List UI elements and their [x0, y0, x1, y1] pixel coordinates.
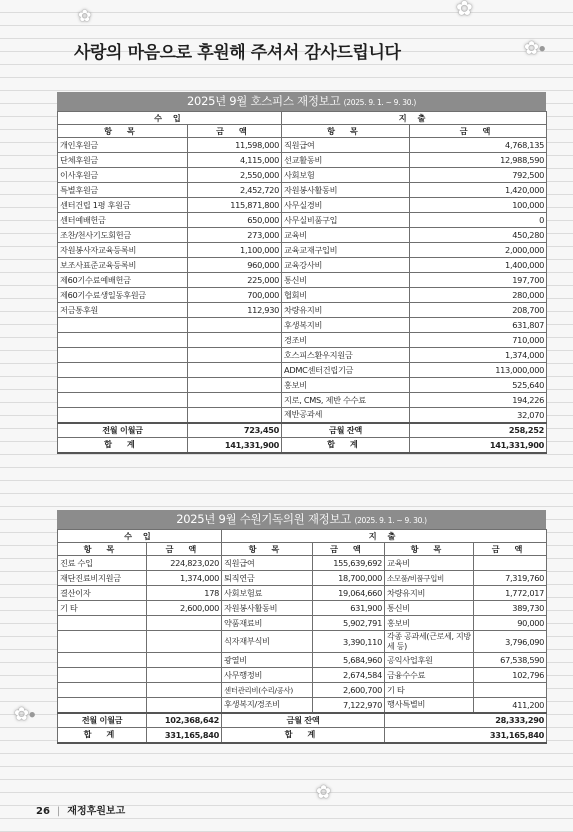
hospice-table-body — [58, 138, 547, 423]
expense-amount: 5,684,960 — [313, 653, 385, 668]
income-item: 결산이자 — [58, 586, 147, 601]
income-item: 보조사표준교육등록비 — [58, 258, 188, 273]
expense-item: 호스피스환우지원금 — [282, 348, 410, 363]
expense-item: 공익사업후원 — [385, 653, 474, 668]
table-row — [58, 183, 547, 198]
expense-item: 소모품/비품구입비 — [385, 571, 474, 586]
month-balance-amount: 28,333,290 — [385, 713, 547, 728]
expense-item: 자원봉사활동비 — [282, 183, 410, 198]
income-amount: 2,550,000 — [188, 168, 282, 183]
income-item — [58, 393, 188, 408]
table-row — [58, 318, 547, 333]
table-row — [58, 683, 547, 698]
expense-item: 교육비 — [282, 228, 410, 243]
expense-amount: 1,400,000 — [410, 258, 547, 273]
income-item: 기 타 — [58, 601, 147, 616]
income-item — [58, 408, 188, 423]
income-amount: 650,000 — [188, 213, 282, 228]
expense-amount: 450,280 — [410, 228, 547, 243]
expense-item: 사회보험 — [282, 168, 410, 183]
expense-amount: 1,374,000 — [410, 348, 547, 363]
table-row — [58, 571, 547, 586]
section-name: 재정후원보고 — [67, 806, 126, 817]
table-row — [58, 378, 547, 393]
income-item: 개인후원금 — [58, 138, 188, 153]
expense-amount: 389,730 — [474, 601, 547, 616]
expense-amount: 155,639,692 — [313, 556, 385, 571]
expense-amount: 0 — [410, 213, 547, 228]
table-row — [58, 698, 547, 713]
income-amount: 273,000 — [188, 228, 282, 243]
expense-item: 기 타 — [385, 683, 474, 698]
income-amount — [188, 363, 282, 378]
income-item: 조찬/천사기도회헌금 — [58, 228, 188, 243]
table-row — [58, 616, 547, 631]
income-amount: 11,598,000 — [188, 138, 282, 153]
expense-item: 선교활동비 — [282, 153, 410, 168]
expense-item: 지로, CMS, 제반 수수료 — [282, 393, 410, 408]
income-item — [58, 378, 188, 393]
table-row — [58, 243, 547, 258]
expense-amount: 792,500 — [410, 168, 547, 183]
total-row — [58, 438, 547, 453]
income-item: 제60기수료예배헌금 — [58, 273, 188, 288]
page-number: 26 — [36, 806, 50, 817]
expense-amount: 710,000 — [410, 333, 547, 348]
expense-amount: 411,200 — [474, 698, 547, 713]
prev-month-label: 전월 이월금 — [58, 423, 188, 438]
income-item — [58, 631, 147, 653]
income-amount — [147, 683, 222, 698]
table-row — [58, 601, 547, 616]
income-item: 센터예배헌금 — [58, 213, 188, 228]
month-balance-amount: 258,252 — [410, 423, 547, 438]
income-amount — [147, 698, 222, 713]
col-amount-header: 금 액 — [474, 543, 547, 556]
expense-item: 경조비 — [282, 333, 410, 348]
income-amount: 2,600,000 — [147, 601, 222, 616]
page-title: 사랑의 마음으로 후원해 주셔서 감사드립니다 — [74, 43, 401, 63]
income-amount — [188, 348, 282, 363]
expense-amount: 18,700,000 — [313, 571, 385, 586]
total-label: 합 계 — [222, 728, 385, 743]
carryover-row — [58, 423, 547, 438]
flower-icon: ✿ — [316, 782, 332, 803]
income-amount — [188, 318, 282, 333]
table-row — [58, 273, 547, 288]
expense-item: 홍보비 — [385, 616, 474, 631]
income-item: 단체후원금 — [58, 153, 188, 168]
col-item-header: 항 목 — [58, 125, 188, 138]
expense-header: 지 출 — [282, 112, 547, 125]
clinic-table — [57, 529, 547, 744]
expense-amount: 2,000,000 — [410, 243, 547, 258]
expense-item: 사무실비품구입 — [282, 213, 410, 228]
expense-amount: 280,000 — [410, 288, 547, 303]
expense-amount: 32,070 — [410, 408, 547, 423]
income-item — [58, 318, 188, 333]
table-row — [58, 363, 547, 378]
expense-amount: 208,700 — [410, 303, 547, 318]
expense-item: 협회비 — [282, 288, 410, 303]
expense-amount: 1,772,017 — [474, 586, 547, 601]
table-row — [58, 303, 547, 318]
income-amount: 1,374,000 — [147, 571, 222, 586]
total-row — [58, 728, 547, 743]
income-amount: 115,871,800 — [188, 198, 282, 213]
income-item — [58, 698, 147, 713]
expense-amount: 19,064,660 — [313, 586, 385, 601]
expense-item: 제반공과세 — [282, 408, 410, 423]
report-title — [57, 510, 546, 529]
income-item — [58, 363, 188, 378]
report-period: (2025. 9. 1. ~ 9. 30.) — [343, 98, 416, 107]
income-amount: 178 — [147, 586, 222, 601]
col-item-header: 항 목 — [222, 543, 313, 556]
expense-amount: 102,796 — [474, 668, 547, 683]
table-row — [58, 348, 547, 363]
table-row — [58, 586, 547, 601]
expense-item: 사회보험료 — [222, 586, 313, 601]
report-title-text: 2025년 9월 호스피스 재정보고 — [187, 94, 341, 108]
income-amount: 112,930 — [188, 303, 282, 318]
flower-icon: ✿ — [78, 6, 92, 25]
expense-item: 직원급여 — [282, 138, 410, 153]
expense-item: 행사특별비 — [385, 698, 474, 713]
expense-item: 퇴직연금 — [222, 571, 313, 586]
expense-item: 홍보비 — [282, 378, 410, 393]
report-period: (2025. 9. 1. ~ 9. 30.) — [354, 516, 427, 525]
expense-item: 교육강사비 — [282, 258, 410, 273]
income-item — [58, 653, 147, 668]
expense-item: 후생복지비 — [282, 318, 410, 333]
income-amount: 4,115,000 — [188, 153, 282, 168]
carryover-row — [58, 713, 547, 728]
expense-item: ADMC센터건립기금 — [282, 363, 410, 378]
income-item: 센터건립 1평 후원금 — [58, 198, 188, 213]
table-row — [58, 198, 547, 213]
col-amount-header: 금 액 — [188, 125, 282, 138]
clinic-table-body — [58, 556, 547, 713]
expense-item: 자원봉사활동비 — [222, 601, 313, 616]
expense-item: 교육비 — [385, 556, 474, 571]
income-amount: 1,100,000 — [188, 243, 282, 258]
income-item — [58, 683, 147, 698]
table-row — [58, 631, 547, 653]
prev-month-label: 전월 이월금 — [58, 713, 147, 728]
expense-item: 사무실경비 — [282, 198, 410, 213]
expense-amount: 5,902,791 — [313, 616, 385, 631]
expense-amount: 631,900 — [313, 601, 385, 616]
total-label: 합 계 — [58, 728, 147, 743]
income-total: 331,165,840 — [147, 728, 222, 743]
col-amount-header: 금 액 — [313, 543, 385, 556]
hospice-table — [57, 111, 547, 454]
income-item: 진료 수입 — [58, 556, 147, 571]
expense-item: 차량유지비 — [385, 586, 474, 601]
income-amount — [188, 333, 282, 348]
expense-item: 각종 공과세(근로세, 지방세 등) — [385, 631, 474, 653]
report-title-text: 2025년 9월 수원기독의원 재정보고 — [176, 512, 352, 526]
income-amount — [147, 668, 222, 683]
expense-amount: 90,000 — [474, 616, 547, 631]
expense-amount — [474, 683, 547, 698]
total-label: 합 계 — [282, 438, 410, 453]
income-item — [58, 616, 147, 631]
income-item: 특별후원금 — [58, 183, 188, 198]
prev-month-amount: 723,450 — [188, 423, 282, 438]
expense-amount — [474, 556, 547, 571]
expense-total: 331,165,840 — [385, 728, 547, 743]
table-row — [58, 668, 547, 683]
expense-amount: 7,122,970 — [313, 698, 385, 713]
table-row — [58, 228, 547, 243]
month-balance-label: 금월 잔액 — [222, 713, 385, 728]
table-row — [58, 333, 547, 348]
expense-amount: 631,807 — [410, 318, 547, 333]
income-total: 141,331,900 — [188, 438, 282, 453]
income-item — [58, 668, 147, 683]
expense-amount: 7,319,760 — [474, 571, 547, 586]
flower-icon: ✿ — [456, 0, 473, 20]
expense-amount: 2,674,584 — [313, 668, 385, 683]
income-amount: 960,000 — [188, 258, 282, 273]
table-row — [58, 213, 547, 228]
expense-item: 통신비 — [385, 601, 474, 616]
table-row — [58, 288, 547, 303]
expense-item: 통신비 — [282, 273, 410, 288]
expense-amount: 525,640 — [410, 378, 547, 393]
income-amount — [147, 616, 222, 631]
expense-amount: 197,700 — [410, 273, 547, 288]
expense-amount: 113,000,000 — [410, 363, 547, 378]
month-balance-label: 금월 잔액 — [282, 423, 410, 438]
table-row — [58, 153, 547, 168]
expense-item: 후생복지/경조비 — [222, 698, 313, 713]
expense-amount: 194,226 — [410, 393, 547, 408]
table-row — [58, 258, 547, 273]
income-item: 제60기수료생일동후원금 — [58, 288, 188, 303]
expense-item: 센터관리비(수리/공사) — [222, 683, 313, 698]
flower-icon: ✿● — [524, 38, 546, 59]
expense-item: 차량유지비 — [282, 303, 410, 318]
income-header: 수 입 — [58, 530, 222, 543]
col-item-header: 항 목 — [282, 125, 410, 138]
income-header: 수 입 — [58, 112, 282, 125]
table-row — [58, 168, 547, 183]
report-title — [57, 92, 546, 111]
prev-month-amount: 102,368,642 — [147, 713, 222, 728]
income-amount — [188, 408, 282, 423]
expense-amount: 1,420,000 — [410, 183, 547, 198]
expense-amount: 67,538,590 — [474, 653, 547, 668]
table-row — [58, 556, 547, 571]
total-label: 합 계 — [58, 438, 188, 453]
flower-icon: ✿● — [14, 704, 36, 725]
col-item-header: 항 목 — [385, 543, 474, 556]
income-item: 이사후원금 — [58, 168, 188, 183]
income-item — [58, 348, 188, 363]
income-amount — [147, 631, 222, 653]
income-amount — [188, 393, 282, 408]
income-amount — [188, 378, 282, 393]
table-row — [58, 408, 547, 423]
expense-amount: 12,988,590 — [410, 153, 547, 168]
expense-amount: 100,000 — [410, 198, 547, 213]
expense-amount: 3,796,090 — [474, 631, 547, 653]
page-footer: 26 | 재정후원보고 — [36, 806, 126, 817]
expense-amount: 2,600,700 — [313, 683, 385, 698]
income-item — [58, 333, 188, 348]
income-amount: 224,823,020 — [147, 556, 222, 571]
income-item: 자원봉사자교육등록비 — [58, 243, 188, 258]
expense-item: 광열비 — [222, 653, 313, 668]
table-row — [58, 653, 547, 668]
income-amount — [147, 653, 222, 668]
expense-item: 약품재료비 — [222, 616, 313, 631]
expense-amount: 3,390,110 — [313, 631, 385, 653]
table-row — [58, 393, 547, 408]
expense-amount: 4,768,135 — [410, 138, 547, 153]
expense-total: 141,331,900 — [410, 438, 547, 453]
col-amount-header: 금 액 — [147, 543, 222, 556]
expense-item: 식자재부식비 — [222, 631, 313, 653]
income-item: 재단진료비지원금 — [58, 571, 147, 586]
expense-header: 지 출 — [222, 530, 547, 543]
col-item-header: 항 목 — [58, 543, 147, 556]
clinic-financial-report — [57, 510, 546, 744]
col-amount-header: 금 액 — [410, 125, 547, 138]
income-amount: 225,000 — [188, 273, 282, 288]
expense-item: 금융수수료 — [385, 668, 474, 683]
expense-item: 교육교재구입비 — [282, 243, 410, 258]
table-row — [58, 138, 547, 153]
hospice-financial-report — [57, 92, 546, 454]
expense-item: 사무행정비 — [222, 668, 313, 683]
expense-item: 직원급여 — [222, 556, 313, 571]
income-item: 저금통후원 — [58, 303, 188, 318]
income-amount: 2,452,720 — [188, 183, 282, 198]
income-amount: 700,000 — [188, 288, 282, 303]
